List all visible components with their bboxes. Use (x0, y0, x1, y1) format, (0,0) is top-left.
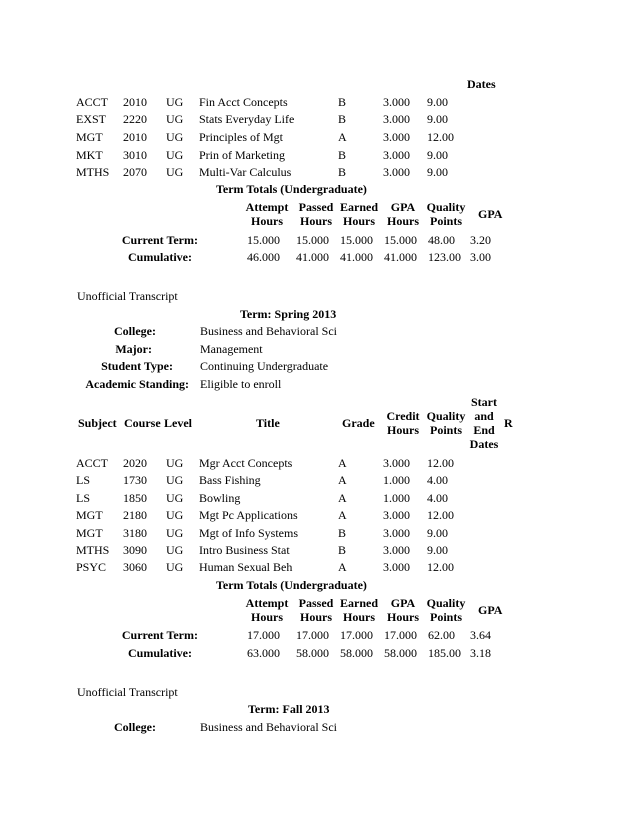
credit-hours: 3.000 (383, 112, 410, 126)
header-line: Hours (386, 423, 419, 437)
credit-hours: 3.000 (383, 165, 410, 179)
quality-points: 9.00 (427, 165, 448, 179)
grade: A (338, 491, 347, 505)
credit-hours: 3.000 (383, 543, 410, 557)
subject: MTHS (76, 543, 110, 557)
passed-hours: 41.000 (296, 250, 329, 264)
title-header: Title (256, 416, 280, 430)
credit-hours: 3.000 (383, 148, 410, 162)
info-value: Business and Behavioral Sci (200, 720, 337, 734)
earned-hours: 17.000 (340, 628, 373, 642)
subject: PSYC (76, 560, 107, 574)
header-line: Dates (469, 437, 499, 451)
r-header: R (504, 416, 513, 430)
course-number: 2220 (123, 112, 147, 126)
gpa-hours: 58.000 (384, 646, 417, 660)
course-number: 2010 (123, 130, 147, 144)
course-title: Multi-Var Calculus (199, 165, 292, 179)
grade: B (338, 526, 347, 540)
info-label: Major: (115, 342, 152, 356)
level: UG (166, 95, 184, 109)
subject: MTHS (76, 165, 110, 179)
quality-points: 9.00 (427, 526, 448, 540)
credit-hours: 1.000 (383, 473, 410, 487)
grade: A (338, 508, 347, 522)
course-title: Mgt of Info Systems (199, 526, 298, 540)
course-title: Intro Business Stat (199, 543, 290, 557)
quality-points: 9.00 (427, 148, 448, 162)
course-title: Human Sexual Beh (199, 560, 293, 574)
header-line: Hours (250, 214, 283, 228)
quality-points: 185.00 (428, 646, 461, 660)
level: UG (166, 491, 184, 505)
totals-label: Current Term: (121, 628, 198, 642)
quality-points: 4.00 (427, 491, 448, 505)
passed-hours: 15.000 (296, 233, 329, 247)
gpa-hours: 41.000 (384, 250, 417, 264)
header-line: Hours (250, 610, 283, 624)
course-number: 3010 (123, 148, 147, 162)
level: UG (166, 456, 184, 470)
grade: A (338, 473, 347, 487)
course-number: 2010 (123, 95, 147, 109)
gpa-hours: 17.000 (384, 628, 417, 642)
level: UG (166, 130, 184, 144)
header-line: Credit (386, 409, 420, 423)
subject: ACCT (76, 95, 109, 109)
gpa-header: GPA (478, 207, 503, 221)
level: UG (166, 112, 184, 126)
subject: MGT (76, 526, 103, 540)
credit-hours: 3.000 (383, 508, 410, 522)
header-line: Quality (426, 409, 466, 423)
info-label: Academic Standing: (85, 377, 189, 391)
earned-hours: 41.000 (340, 250, 373, 264)
header-line: Hours (299, 214, 332, 228)
course-number: 2180 (123, 508, 147, 522)
course-title: Prin of Marketing (199, 148, 285, 162)
quality-points-header (424, 200, 468, 228)
course-title: Principles of Mgt (199, 130, 283, 144)
quality-points: 62.00 (428, 628, 455, 642)
term-title: Term: Spring 2013 (240, 307, 337, 321)
course-number: 3060 (123, 560, 147, 574)
quality-points: 9.00 (427, 95, 448, 109)
subject: ACCT (76, 456, 109, 470)
quality-points: 12.00 (427, 560, 454, 574)
header-line: Quality (426, 200, 466, 214)
header-line: End (473, 423, 495, 437)
gpa-header: GPA (478, 603, 503, 617)
gpa: 3.20 (470, 233, 491, 247)
earned-hours-header (338, 200, 380, 228)
header-line: Attempt (245, 596, 289, 610)
header-line: Attempt (245, 200, 289, 214)
header-line: and (474, 409, 494, 423)
term-totals-title: Term Totals (Undergraduate) (216, 578, 367, 592)
start-end-dates-header (467, 395, 501, 451)
header-line: Hours (342, 214, 375, 228)
info-label: Student Type: (101, 359, 173, 373)
credit-hours: 3.000 (383, 95, 410, 109)
dates-column-header: Dates (467, 77, 496, 91)
header-line: Start (471, 395, 497, 409)
quality-points-header (424, 596, 468, 624)
earned-hours-header (338, 596, 380, 624)
gpa: 3.64 (470, 628, 491, 642)
credit-hours: 3.000 (383, 526, 410, 540)
credit-hours: 3.000 (383, 456, 410, 470)
course-number: 2020 (123, 456, 147, 470)
quality-points: 9.00 (427, 112, 448, 126)
earned-hours: 58.000 (340, 646, 373, 660)
unofficial-transcript-label: Unofficial Transcript (77, 289, 178, 303)
attempt-hours: 46.000 (247, 250, 280, 264)
grade: A (338, 456, 347, 470)
header-line: Points (429, 423, 462, 437)
course-title: Bowling (199, 491, 241, 505)
quality-points-header (424, 409, 468, 437)
quality-points: 9.00 (427, 543, 448, 557)
grade: B (338, 95, 347, 109)
totals-label: Cumulative: (128, 250, 192, 264)
gpa: 3.00 (470, 250, 491, 264)
header-line: Hours (299, 610, 332, 624)
subject: MGT (76, 130, 103, 144)
info-label: College: (114, 720, 156, 734)
course-number: 1730 (123, 473, 147, 487)
gpa: 3.18 (470, 646, 491, 660)
quality-points: 4.00 (427, 473, 448, 487)
earned-hours: 15.000 (340, 233, 373, 247)
term-totals-title: Term Totals (Undergraduate) (216, 182, 367, 196)
quality-points: 123.00 (428, 250, 461, 264)
grade: A (338, 130, 347, 144)
subject: MGT (76, 508, 103, 522)
quality-points: 12.00 (427, 130, 454, 144)
info-value: Business and Behavioral Sci (200, 324, 337, 338)
credit-hours: 1.000 (383, 491, 410, 505)
header-line: GPA (390, 596, 416, 610)
header-line: Passed (298, 596, 334, 610)
grade: B (338, 148, 347, 162)
header-line: Earned (339, 596, 378, 610)
header-line: Hours (386, 214, 419, 228)
course-title: Stats Everyday Life (199, 112, 295, 126)
grade: B (338, 543, 347, 557)
header-line: Passed (298, 200, 334, 214)
subject-header: Subject (78, 416, 117, 430)
header-line: Points (429, 610, 462, 624)
unofficial-transcript-label: Unofficial Transcript (77, 685, 178, 699)
quality-points: 48.00 (428, 233, 455, 247)
quality-points: 12.00 (427, 508, 454, 522)
level: UG (166, 526, 184, 540)
grade-header: Grade (342, 416, 375, 430)
course-title: Fin Acct Concepts (199, 95, 288, 109)
course-title: Mgr Acct Concepts (199, 456, 293, 470)
gpa-hours-header (382, 200, 424, 228)
passed-hours: 58.000 (296, 646, 329, 660)
credit-hours: 3.000 (383, 560, 410, 574)
credit-hours-header (382, 409, 424, 437)
grade: A (338, 560, 347, 574)
header-line: Points (429, 214, 462, 228)
info-value: Management (200, 342, 263, 356)
header-line: Hours (386, 610, 419, 624)
passed-hours: 17.000 (296, 628, 329, 642)
gpa-hours: 15.000 (384, 233, 417, 247)
attempt-hours: 63.000 (247, 646, 280, 660)
course-title: Mgt Pc Applications (199, 508, 298, 522)
totals-label: Cumulative: (128, 646, 192, 660)
attempt-hours: 15.000 (247, 233, 280, 247)
header-line: Quality (426, 596, 466, 610)
passed-hours-header (294, 596, 338, 624)
grade: B (338, 165, 347, 179)
course-header: Course (124, 416, 161, 430)
totals-label: Current Term: (121, 233, 198, 247)
attempt-hours: 17.000 (247, 628, 280, 642)
level: UG (166, 543, 184, 557)
level: UG (166, 165, 184, 179)
level: UG (166, 473, 184, 487)
subject: LS (76, 491, 91, 505)
quality-points: 12.00 (427, 456, 454, 470)
gpa-hours-header (382, 596, 424, 624)
course-number: 2070 (123, 165, 147, 179)
grade: B (338, 112, 347, 126)
header-line: Earned (339, 200, 378, 214)
level: UG (166, 148, 184, 162)
subject: LS (76, 473, 91, 487)
attempt-hours-header (245, 200, 289, 228)
course-title: Bass Fishing (199, 473, 261, 487)
course-number: 3090 (123, 543, 147, 557)
subject: MKT (76, 148, 103, 162)
level-header: Level (164, 416, 192, 430)
info-value: Continuing Undergraduate (200, 359, 329, 373)
level: UG (166, 508, 184, 522)
header-line: Hours (342, 610, 375, 624)
info-label: College: (114, 324, 156, 338)
subject: EXST (76, 112, 106, 126)
attempt-hours-header (245, 596, 289, 624)
term-title: Term: Fall 2013 (248, 702, 330, 716)
passed-hours-header (294, 200, 338, 228)
course-number: 3180 (123, 526, 147, 540)
credit-hours: 3.000 (383, 130, 410, 144)
header-line: GPA (390, 200, 416, 214)
course-number: 1850 (123, 491, 147, 505)
level: UG (166, 560, 184, 574)
info-value: Eligible to enroll (200, 377, 282, 391)
